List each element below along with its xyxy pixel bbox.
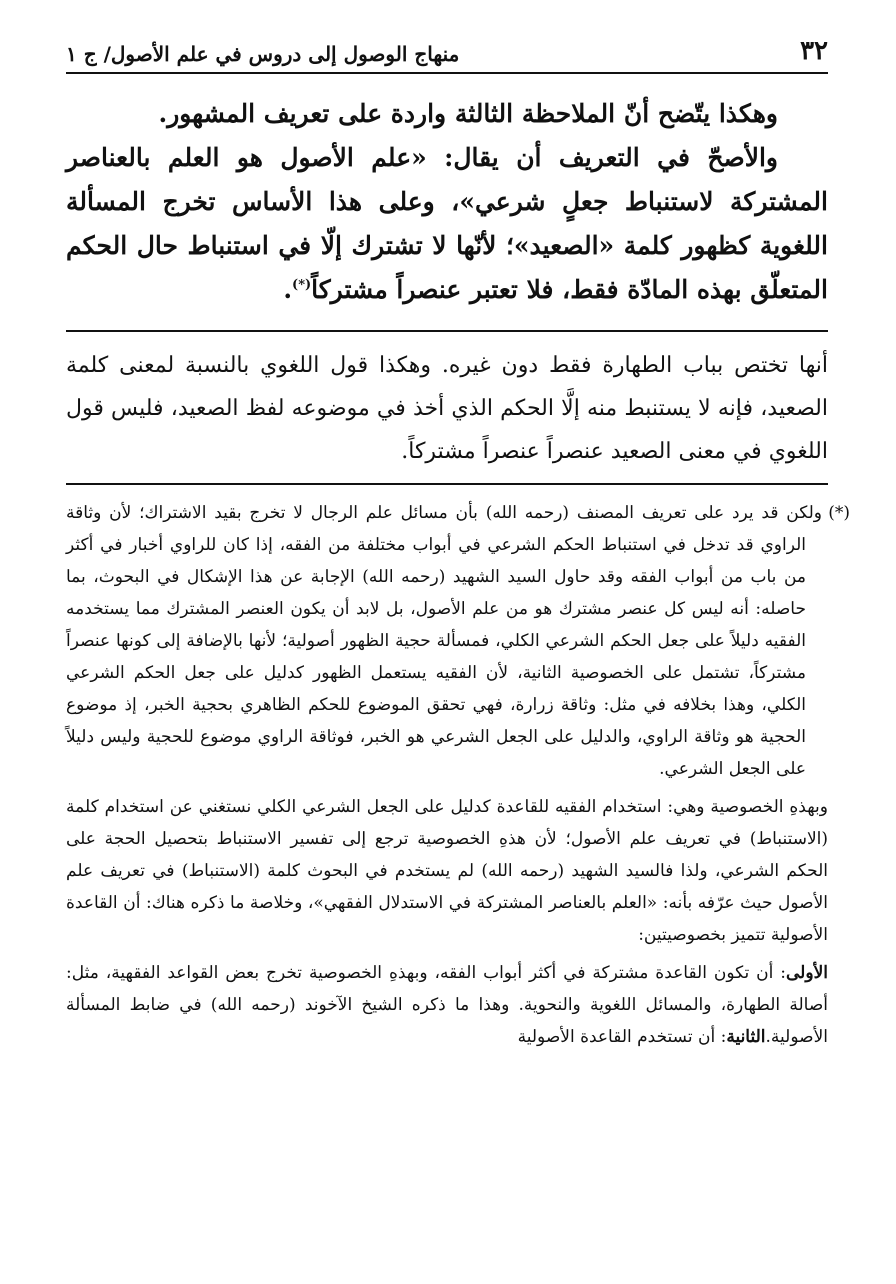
footnote-paragraph-1: (*)ولكن قد يرد على تعريف المصنف (رحمه الله) بأن مسائل علم الرجال لا تخرج بقيد الاشتراك؛ لأن وثاقة الراوي قد تدخل في استنباط الحكم الشرعي في أبواب مختلفة من الفقه، إذا كان للراوي أخبار في أكثر من باب من أبواب الفقه وقد حاول السيد الشهيد (رحمه الله) الإجابة عن هذا الإشكال في البحوث، بما حاصله: أنه ليس كل عنصر مشترك هو من علم الأصول، بل لابد أن يكون العنصر المشترك مما يستخدمه الفقيه دليلاً على جعل الحكم الشرعي الكلي، فمسألة حجية الظهور أصولية؛ لأنها بالإضافة إلى كونها عنصراً مشتركاً، تشتمل على الخصوصية الثانية، لأن الفقيه يستعمل الظهور كدليل على جعل الحكم الشرعي الكلي، وهذا بخلافه في مثل: وثاقة زرارة، فهي تحقق الموضوع للحكم الظاهري بحجية الخبر، إذ موضوع الحجية هو وثاقة الراوي، والدليل على الجعل الشرعي هو الخبر، فوثاقة الراوي موضوع للحجية وليس دليلاً على الجعل الشرعي. <box>66 503 850 779</box>
footnote-paragraph-3 <box>66 957 828 1053</box>
book-page <box>66 26 850 1059</box>
continued-footnote <box>66 344 828 473</box>
footnote-paragraph-1-text: ولكن قد يرد على تعريف المصنف (رحمه الله) بأن مسائل علم الرجال لا تخرج بقيد الاشتراك؛ لأن وثاقة الراوي قد تدخل في استنباط الحكم الشرعي في أبواب مختلفة من الفقه، إذا كان للراوي أخبار في أكثر من باب من أبواب الفقه وقد حاول السيد الشهيد (رحمه الله) الإجابة عن هذا الإشكال في البحوث، بما حاصله: أنه ليس كل عنصر مشترك هو من علم الأصول، بل لابد أن يكون العنصر المشترك مما يستخدمه الفقيه دليلاً على جعل الحكم الشرعي الكلي، فمسألة حجية الظهور أصولية؛ لأنها بالإضافة إلى كونها عنصراً مشتركاً، تشتمل على الخصوصية الثانية، لأن الفقيه يستعمل الظهور كدليل على جعل الحكم الشرعي الكلي، وهذا بخلافه في مثل: وثاقة زرارة، فهي تحقق الموضوع للحكم الظاهري بحجية الخبر، إذ موضوع الحجية هو وثاقة الراوي، والدليل على الجعل الشرعي هو الخبر، فوثاقة الراوي موضوع للحجية وليس دليلاً على الجعل الشرعي. <box>66 503 822 779</box>
main-text <box>66 92 828 312</box>
main-paragraph-1: وهكذا يتّضح أنّ الملاحظة الثالثة واردة على تعريف المشهور. <box>158 99 778 128</box>
second-feature-text: : أن تستخدم القاعدة الأصولية <box>517 1027 727 1047</box>
book-title: منهاج الوصول إلى دروس في علم الأصول/ ج ١ <box>66 42 460 66</box>
main-paragraph-2-end: . <box>283 275 293 304</box>
continued-footnote-text: أنها تختص بباب الطهارة فقط دون غيره. وهكذا قول اللغوي بالنسبة لمعنى كلمة الصعيد، فإنه لا يستنبط منه إلَّا الحكم الذي أخذ في موضوعه لفظ الصعيد، فليس قول اللغوي في معنى الصعيد عنصراً عنصراً مشتركاً. <box>66 353 828 464</box>
footnote-paragraph-2: وبهذهِ الخصوصية وهي: استخدام الفقيه للقاعدة كدليل على الجعل الشرعي الكلي نستغني عن استخدام كلمة (الاستنباط) في تعريف علم الأصول؛ لأن هذهِ الخصوصية ترجع إلى تفسير الاستنباط بتحصيل الحجة على الحكم الشرعي، ولذا فالسيد الشهيد (رحمه الله) لم يستخدم في البحوث كلمة (الاستنباط) في تعريف علم الأصول حيث عرّفه بأنه: «العلم بالعناصر المشتركة في الاستدلال الفقهي»، وخلاصة ما ذكره هناك: أن القاعدة الأصولية تتميز بخصوصيتين: <box>66 797 828 945</box>
running-header <box>66 26 828 74</box>
footnote-separator <box>66 330 828 332</box>
second-feature-label: الثانية <box>726 1027 766 1047</box>
main-paragraph-2-text: والأصحّ في التعريف أن يقال: «علم الأصول هو العلم بالعناصر المشتركة لاستنباط جعلٍ شرعي»، وعلى هذا الأساس تخرج المسألة اللغوية كظهور كلمة «الصعيد»؛ لأنّها لا تشترك إلّا في استنباط حال الحكم المتعلّق بهذه المادّة فقط، فلا تعتبر عنصراً مشتركاً <box>66 143 828 304</box>
editor-footnote <box>66 497 850 1053</box>
footnote-divider <box>66 483 828 485</box>
first-feature-text: : أن تكون القاعدة مشتركة في أكثر أبواب الفقه، وبهذهِ الخصوصية تخرج بعض القواعد الفقهية، مثل: أصالة الطهارة، والمسائل اللغوية والنحوية. وهذا ما ذكره الشيخ الآخوند (رحمه الله) في ضابط المسألة الأصولية. <box>66 963 828 1047</box>
main-paragraph-2 <box>66 136 828 312</box>
footnote-reference: (*) <box>292 277 312 293</box>
page-number: ٣٢ <box>800 36 828 66</box>
first-feature-label: الأولى <box>786 963 828 983</box>
